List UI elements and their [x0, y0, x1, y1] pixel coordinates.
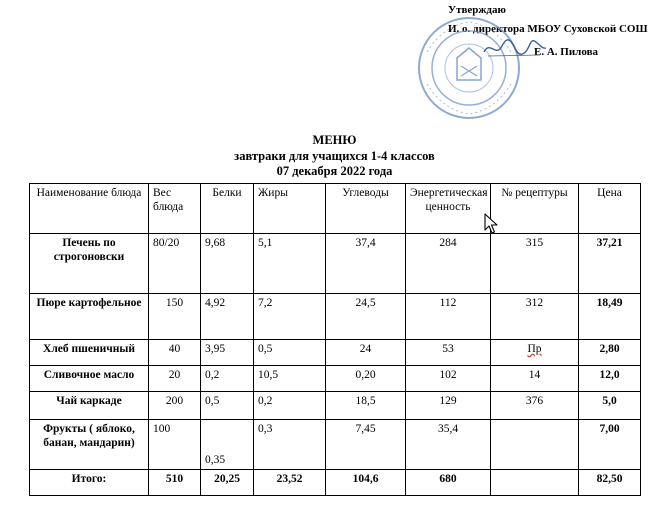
total-row [30, 470, 641, 496]
header-row [30, 184, 641, 234]
dish-price: 2,80 [579, 340, 641, 366]
dish-recipe: 315 [491, 234, 579, 294]
dish-energy: 112 [406, 294, 491, 340]
header-energy: Энергетическая ценность [406, 184, 491, 234]
dish-carbs: 18,5 [326, 392, 406, 420]
dish-protein: 0,5 [201, 392, 254, 420]
dish-weight: 100 [149, 420, 201, 470]
dish-energy: 284 [406, 234, 491, 294]
dish-price: 7,00 [579, 420, 641, 470]
dish-energy: 53 [406, 340, 491, 366]
total-price: 82,50 [579, 470, 641, 496]
approval-position: И. о. директора МБОУ Суховской СОШ [448, 23, 648, 35]
dish-carbs: 24 [326, 340, 406, 366]
dish-weight: 80/20 [149, 234, 201, 294]
dish-recipe: 376 [491, 392, 579, 420]
table-row [30, 234, 641, 294]
approval-signatory: Е. А. Пилова [534, 46, 599, 58]
dish-name: Печень по строгоновски [30, 234, 149, 294]
dish-fat: 5,1 [254, 234, 326, 294]
dish-energy: 35,4 [406, 420, 491, 470]
dish-protein: 3,95 [201, 340, 254, 366]
dish-protein: 4,92 [201, 294, 254, 340]
header-recipe: № рецептуры [491, 184, 579, 234]
dish-name: Пюре картофельное [30, 294, 149, 340]
header-carbs: Углеводы [326, 184, 406, 234]
dish-energy: 129 [406, 392, 491, 420]
dish-protein: 9,68 [201, 234, 254, 294]
dish-price: 12,0 [579, 366, 641, 392]
header-protein: Белки [201, 184, 254, 234]
dish-carbs: 37,4 [326, 234, 406, 294]
total-weight: 510 [149, 470, 201, 496]
total-recipe [491, 470, 579, 496]
dish-fat: 0,2 [254, 392, 326, 420]
mouse-cursor-icon [484, 213, 500, 235]
table-row [30, 366, 641, 392]
dish-price: 5,0 [579, 392, 641, 420]
header-name: Наименование блюда [30, 184, 149, 234]
dish-name: Фрукты ( яблоко, банан, мандарин) [30, 420, 149, 470]
dish-fat: 10,5 [254, 366, 326, 392]
dish-name: Хлеб пшеничный [30, 340, 149, 366]
dish-weight: 200 [149, 392, 201, 420]
dish-protein: 0,35 [201, 420, 254, 470]
dish-price: 18,49 [579, 294, 641, 340]
table-row [30, 294, 641, 340]
dish-protein: 0,2 [201, 366, 254, 392]
dish-recipe: 14 [491, 366, 579, 392]
total-label: Итого: [30, 470, 149, 496]
dish-price: 37,21 [579, 234, 641, 294]
dish-weight: 20 [149, 366, 201, 392]
dish-weight: 150 [149, 294, 201, 340]
dish-carbs: 24,5 [326, 294, 406, 340]
menu-subtitle: завтраки для учащихся 1-4 классов [234, 149, 435, 163]
total-fat: 23,52 [254, 470, 326, 496]
total-carbs: 104,6 [326, 470, 406, 496]
dish-fat: 7,2 [254, 294, 326, 340]
dish-recipe-value: Пр [527, 343, 542, 355]
dish-recipe [491, 340, 579, 366]
header-price: Цена [579, 184, 641, 234]
dish-carbs: 0,20 [326, 366, 406, 392]
seal-stamp-icon [413, 12, 525, 120]
total-protein: 20,25 [201, 470, 254, 496]
dish-recipe [491, 420, 579, 470]
menu-title: МЕНЮ [312, 133, 357, 147]
dish-fat: 0,3 [254, 420, 326, 470]
dish-weight: 40 [149, 340, 201, 366]
menu-table [29, 183, 641, 496]
table-row [30, 340, 641, 366]
approval-title: Утверждаю [448, 4, 506, 16]
dish-energy: 102 [406, 366, 491, 392]
table-row [30, 420, 641, 470]
menu-date: 07 декабря 2022 года [276, 164, 393, 178]
signature-icon [480, 36, 550, 60]
header-weight: Вес блюда [149, 184, 201, 234]
dish-recipe: 312 [491, 294, 579, 340]
total-energy: 680 [406, 470, 491, 496]
dish-carbs: 7,45 [326, 420, 406, 470]
dish-name: Сливочное масло [30, 366, 149, 392]
dish-fat: 0,5 [254, 340, 326, 366]
header-fat: Жиры [254, 184, 326, 234]
dish-name: Чай каркаде [30, 392, 149, 420]
table-row [30, 392, 641, 420]
